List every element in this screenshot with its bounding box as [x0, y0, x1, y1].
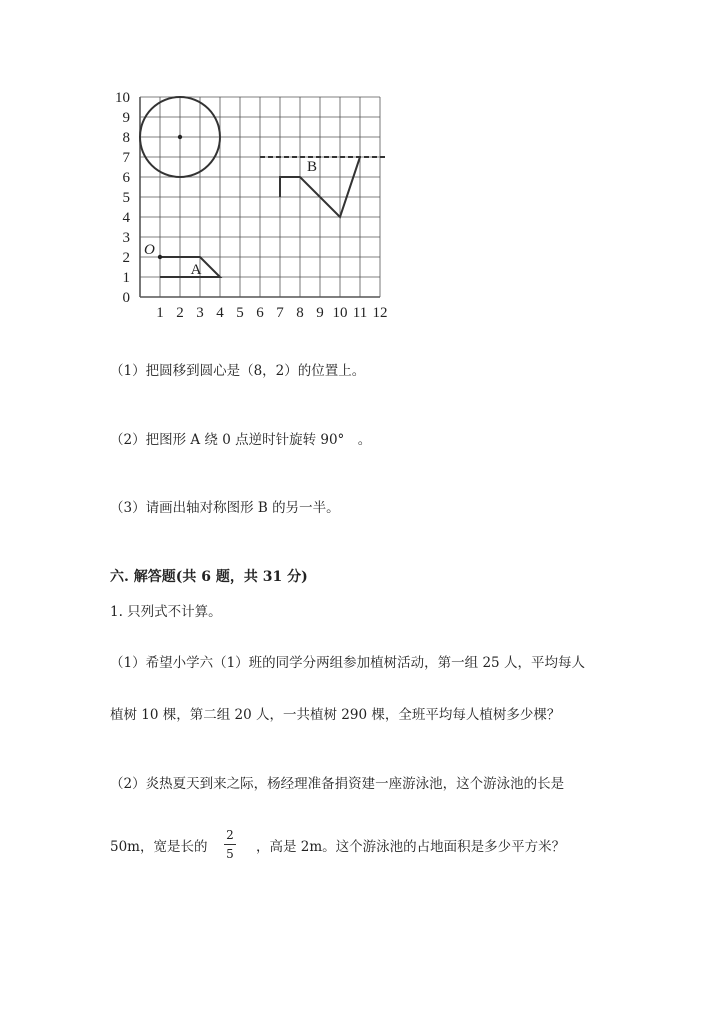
y-tick-label: 9 — [122, 110, 130, 126]
x-tick-label: 7 — [276, 305, 284, 321]
task-1: （1）把圆移到圆心是（8，2）的位置上。 — [110, 363, 366, 379]
fraction-two-fifths — [222, 828, 238, 861]
problem-1-line-1: （1）希望小学六（1）班的同学分两组参加植树活动，第一组 25 人，平均每人 — [110, 655, 585, 671]
shape-a-label: A — [190, 262, 202, 278]
x-tick-label: 8 — [296, 305, 304, 321]
grid-lines — [140, 97, 380, 297]
y-tick-label: 0 — [122, 290, 130, 306]
problem-1-line-2: 植树 10 棵，第二组 20 人，一共植树 290 棵，全班平均每人植树多少棵？ — [110, 707, 561, 723]
y-tick-label: 8 — [122, 130, 130, 146]
fraction-bar — [224, 844, 236, 845]
x-tick-label: 11 — [352, 305, 368, 321]
problem-2-line-2b: ，高是 2m。这个游泳池的占地面积是多少平方米？ — [256, 839, 566, 855]
question-1-heading: 1. 只列式不计算。 — [110, 604, 222, 620]
x-tick-label: 6 — [256, 305, 264, 321]
y-tick-label: 2 — [122, 250, 130, 266]
x-tick-label: 3 — [196, 305, 204, 321]
tick-labels — [115, 90, 388, 321]
x-tick-label: 10 — [332, 305, 348, 321]
y-tick-label: 10 — [115, 90, 130, 106]
circle-center-dot — [178, 135, 182, 139]
shape-b-label: B — [306, 159, 318, 175]
y-tick-label: 3 — [122, 230, 130, 246]
task-3: （3）请画出轴对称图形 B 的另一半。 — [110, 500, 340, 516]
coordinate-grid-figure — [108, 88, 408, 328]
y-tick-label: 7 — [122, 150, 130, 166]
x-tick-label: 5 — [236, 305, 244, 321]
x-tick-label: 2 — [176, 305, 184, 321]
task-2: （2）把图形 A 绕 0 点逆时针旋转 90° 。 — [110, 432, 372, 448]
y-tick-label: 6 — [122, 170, 130, 186]
problem-2-line-1: （2）炎热夏天到来之际，杨经理准备捐资建一座游泳池，这个游泳池的长是 — [110, 776, 565, 792]
origin-label: O — [144, 242, 155, 258]
problem-2-line-2a: 50m，宽是长的 — [110, 839, 208, 855]
fraction-numerator: 2 — [226, 828, 234, 842]
fraction-denominator: 5 — [226, 847, 234, 861]
y-tick-label: 1 — [122, 270, 130, 286]
section-6-title: 六. 解答题(共 6 题，共 31 分) — [110, 569, 308, 585]
x-tick-label: 4 — [216, 305, 224, 321]
y-tick-label: 5 — [122, 190, 130, 206]
origin-dot — [158, 255, 162, 259]
x-tick-label: 12 — [372, 305, 388, 321]
x-tick-label: 9 — [316, 305, 324, 321]
x-tick-label: 1 — [156, 305, 164, 321]
y-tick-label: 4 — [122, 210, 130, 226]
